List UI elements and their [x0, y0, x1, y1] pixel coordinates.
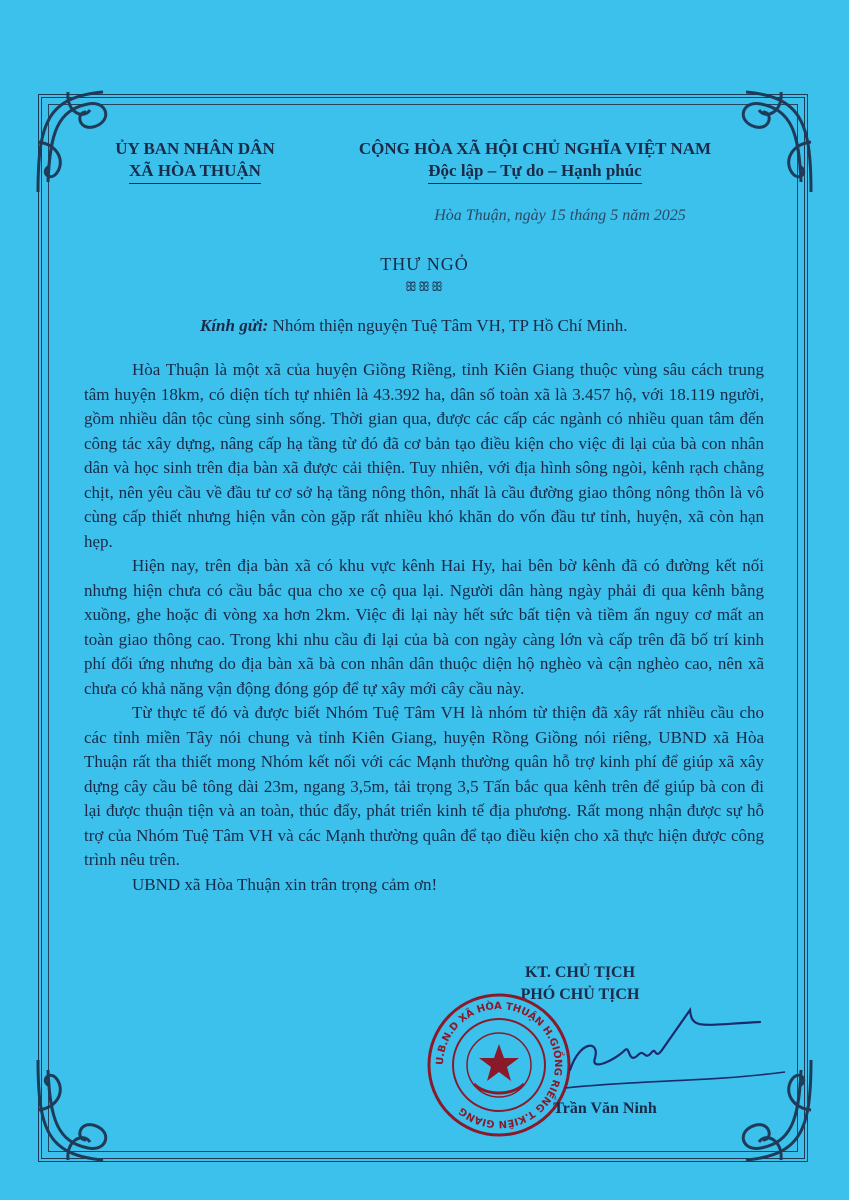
body-paragraph: Từ thực tế đó và được biết Nhóm Tuệ Tâm VH là nhóm từ thiện đã xây rất nhiều cầu cho các tỉnh miền Tây nói chung và tỉnh Kiên Giang, huyện Rồng Giồng nói riêng, UBND xã Hòa Thuận rất tha thiết mong Nhóm kết nối với các Mạnh thường quân hỗ trợ kinh phí để giúp xã xây dựng cây cầu bê tông dài 23m, ngang 3,5m, tải trọng 3,5 Tấn bắc qua kênh trên để giúp bà con đi lại được thuận tiện và an toàn, thúc đẩy, phát triển kinh tế địa phương. Rất mong nhận được sự hỗ trợ của Nhóm Tuệ Tâm VH và các Mạnh thường quân để tạo điều kiện cho xã thực hiện được công trình nêu trên. — [84, 703, 764, 869]
body-paragraph: Hiện nay, trên địa bàn xã có khu vực kênh Hai Hy, hai bên bờ kênh đã có đường kết nối nhưng hiện chưa có cầu bắc qua cho xe cộ qua lại. Người dân hàng ngày phải đi qua kênh bằng xuồng, ghe hoặc đi vòng xa hơn 2km. Việc đi lại này hết sức bất tiện và tiềm ẩn nguy cơ mất an toàn giao thông cao. Trong khi nhu cầu đi lại của bà con ngày càng lớn và cấp trên đã bố trí kinh phí đối ứng nhưng do địa bàn xã bà con nhân dân thuộc diện hộ nghèo và cận nghèo cao, nên xã chưa có khả năng vận động đóng góp để tự xây mới cây cầu này. — [84, 556, 764, 698]
authority-line-2: XÃ HÒA THUẬN — [129, 160, 261, 184]
national-motto: Độc lập – Tự do – Hạnh phúc — [428, 160, 641, 184]
issuing-authority — [100, 138, 290, 184]
svg-text:U.B.N.D XÃ HÒA THUẬN H.GIỒNG R: U.B.N.D XÃ HÒA THUẬN H.GIỒNG RIỀNG T.KIÊN GIANG — [434, 1000, 564, 1130]
body-paragraph: UBND xã Hòa Thuận xin trân trọng cảm ơn! — [132, 874, 438, 894]
signature-icon — [560, 1000, 790, 1095]
place-date: Hòa Thuận, ngày 15 tháng 5 năm 2025 — [434, 207, 686, 224]
signature-title-2: PHÓ CHỦ TỊCH — [520, 986, 640, 1003]
corner-ornament-icon — [28, 1050, 118, 1170]
body-paragraph: Hòa Thuận là một xã của huyện Giồng Riềng, tỉnh Kiên Giang thuộc vùng sâu cách trung tâm huyện 18km, có diện tích tự nhiên là 43.392 ha, dân số toàn xã là 3.457 hộ, với 18.119 người, gồm nhiều dân tộc cùng sinh sống. Thời gian qua, được các cấp các ngành có nhiều quan tâm đến công tác xây dựng, nâng cấp hạ tầng từ đó đã cơ bản tạo điều kiện cho việc đi lại của bà con nhân dân và học sinh trên địa bàn xã được cải thiện. Tuy nhiên, với địa hình sông ngòi, kênh rạch chằng chịt, nên yêu cầu về đầu tư cơ sở hạ tầng nông thôn, nhất là cầu đường giao thông nông thôn là vô cùng cấp thiết nhưng hiện vẫn còn gặp rất nhiều khó khăn do vốn đầu tư tỉnh, huyện, xã còn hạn hẹp. — [84, 360, 764, 551]
title-ornament: ꕥꕥꕥ — [404, 279, 445, 294]
national-heading — [320, 138, 750, 184]
authority-line-1: ỦY BAN NHÂN DÂN — [115, 139, 275, 158]
salutation — [200, 316, 760, 336]
nation-name: CỘNG HÒA XÃ HỘI CHỦ NGHĨA VIỆT NAM — [358, 139, 712, 158]
salutation-label: Kính gửi: — [200, 316, 269, 335]
signature-title-1: KT. CHỦ TỊCH — [524, 964, 636, 981]
letter-body — [84, 358, 764, 897]
signer-name: Trần Văn Ninh — [553, 1100, 657, 1117]
salutation-recipient: Nhóm thiện nguyện Tuệ Tâm VH, TP Hồ Chí Minh. — [272, 316, 628, 335]
document-title: THƯ NGỎ — [380, 254, 469, 274]
